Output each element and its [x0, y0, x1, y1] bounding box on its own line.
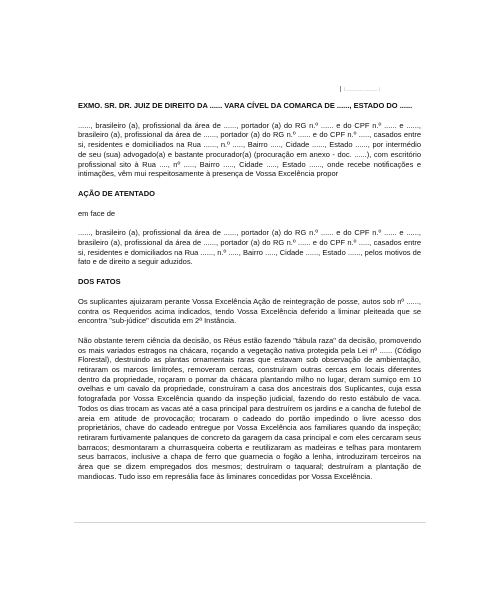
addressee: EXMO. SR. DR. JUIZ DE DIREITO DA ...... VARA CÍVEL DA COMARCA DE ......, ESTADO DO ...... — [78, 101, 413, 110]
in-face-of: em face de — [78, 208, 116, 218]
header-mark-text: [ ________ ______ ] — [344, 87, 380, 91]
party-defendants: ......, brasileiro (a), profissional da área de ......, portador (a) do RG n.º ...... e do CPF n.º ...... e ......, brasileiro (a), profissional da área de ......, portador (a) do RG n.º ...... e do CPF n.º ....., casados entre si, residentes e domiciliados na Rua ......, n.º ....., Bairro ....., Cidade ......, Estado ......, pelos motivos de fato e de direito a seguir aduzidos. — [78, 228, 421, 267]
facts-paragraph-2: Não obstante terem ciência da decisão, os Réus estão fazendo "tábula raza" da decisão, promovendo os mais variados estragos na chácara, roçando a vegetação nativa protegida pela Lei nº ...... (Código Florestal), destruindo as plantas ornamentais raras que estavam sob observação de ambientação, retiraram os marcos limítrofes, removeram cercas, construíram outras cercas em locais diferentes dentro da propriedade, roçaram o pomar da chácara plantando milho no lugar, deram sumiço em 10 ovelhas e um cavalo da propriedade, construíram a casa dos ancestrais dos Suplicantes, cuja essa fotografada por Vossa Excelência quando da inspeção judicial, fazendo do resto estábulo de vaca. Todos os dias trocam as vacas até a casa principal para destruírem os jardins e a cancha de futebol de areia em atitude de provocação; trocaram o cadeado do portão impedindo o livre acesso dos proprietários, chave do cadeado entregue por Vossa Excelência aos familiares quando da inspeção; retiraram furtivamente palanques de concreto da garagem da casa principal e com eles cercaram seus barracos; desmontaram a churrasqueira coberta e reutilizaram as madeiras e telhas para montarem seus barracos, inclusive a chapa de ferro que guarnecia o fogão a lenha, introduziram terceiros na área que se dizem empregados dos mesmos; destruíram o taquaral; destruíram a plantação de mandiocas. Tudo isso em represália face às liminares concedidas por Vossa Excelência. — [78, 335, 421, 481]
action-title: AÇÃO DE ATENTADO — [78, 188, 155, 198]
party-plaintiffs: ......, brasileiro (a), profissional da área de ......, portador (a) do RG n.º ...... e do CPF n.º ...... e ......, brasileiro (a), profissional da área de ......, portador (a) do RG n.º ...... e do CPF n.º ....., casados entre si, residentes e domiciliados na Rua ......, n.º ....., Bairro ....., Cidade ......, Estado ......, por intermédio de seu (sua) advogado(a) e bastante procurador(a) (procuração em anexo - doc. ......), com escritório profissional sito à Rua ...., nº ....., Bairro ....., Cidade ....., Estado ......, onde recebe notificações e intimações, vêm mui respeitosamente à presença de Vossa Excelência propor — [78, 120, 421, 179]
footer-rule — [74, 522, 426, 523]
facts-title: DOS FATOS — [78, 277, 121, 287]
header-tick — [340, 86, 341, 92]
document-body — [78, 101, 421, 482]
header-mark — [340, 86, 418, 92]
facts-paragraph-1: Os suplicantes ajuizaram perante Vossa Excelência Ação de reintegração de posse, autos sob nº ......, contra os Requeridos acima indicados, tendo Vossa Excelência deferido a liminar pleiteada que se encontra "sub-júdice" discutida em 2ª Instância. — [78, 296, 421, 326]
